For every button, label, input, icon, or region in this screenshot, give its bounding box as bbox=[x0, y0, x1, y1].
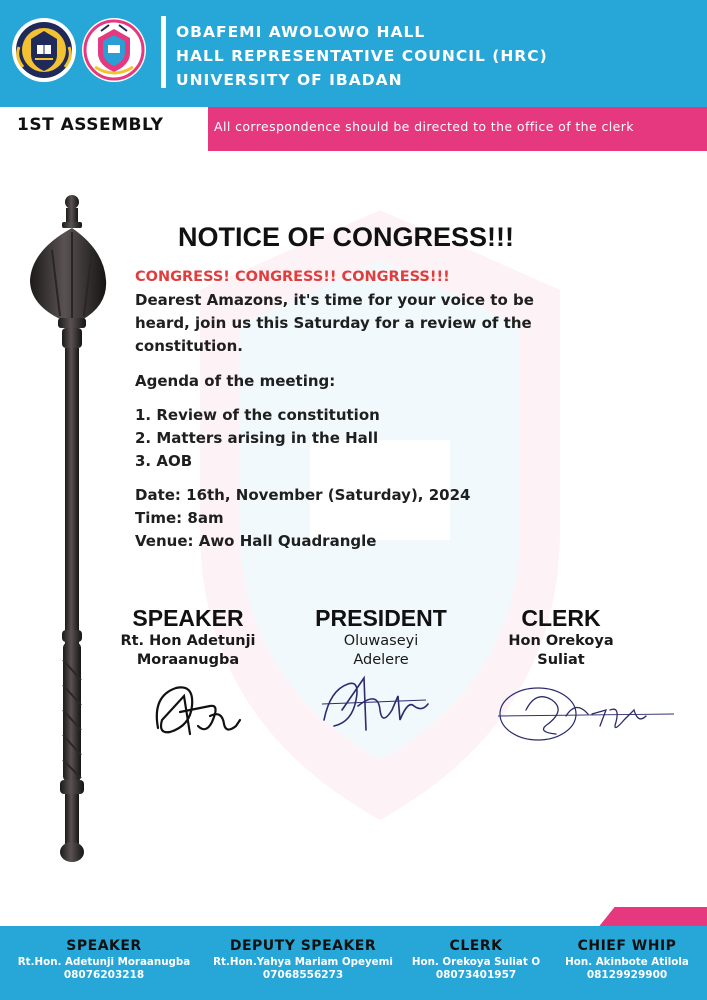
letterhead-header bbox=[0, 0, 707, 107]
meeting-date: Date: 16th, November (Saturday), 2024 bbox=[135, 486, 471, 504]
hall-crest-icon bbox=[81, 17, 147, 83]
mace-icon bbox=[22, 190, 112, 870]
footer-name: Hon. Akinbote Atilola bbox=[565, 956, 689, 968]
congress-callout: CONGRESS! CONGRESS!! CONGRESS!!! bbox=[135, 269, 450, 285]
university-crest-icon bbox=[11, 17, 77, 83]
header-divider bbox=[161, 16, 166, 88]
clerk-signature bbox=[496, 680, 676, 744]
footer-phone: 08076203218 bbox=[63, 969, 145, 981]
signatory-name-line-2: Suliat bbox=[537, 652, 585, 668]
footer-role: DEPUTY SPEAKER bbox=[229, 938, 377, 954]
footer-role: SPEAKER bbox=[66, 938, 142, 954]
speaker-signature bbox=[150, 676, 245, 744]
institution-name bbox=[176, 20, 548, 92]
president-signature bbox=[318, 670, 433, 740]
signatory-name-line-2: Moraanugba bbox=[136, 652, 240, 668]
signatory-name-line-1: Hon Orekoya bbox=[508, 633, 614, 649]
assembly-label: 1ST ASSEMBLY bbox=[17, 115, 164, 135]
correspondence-bar bbox=[208, 107, 707, 151]
footer-official bbox=[552, 938, 702, 981]
footer-official bbox=[205, 938, 401, 981]
footer-phone: 08073401957 bbox=[435, 969, 517, 981]
notice-body bbox=[135, 266, 555, 553]
agenda-list bbox=[135, 404, 555, 473]
signatory-role: PRESIDENT bbox=[315, 605, 447, 631]
meeting-details bbox=[135, 484, 555, 553]
agenda-title: Agenda of the meeting: bbox=[135, 372, 336, 390]
notice-intro: Dearest Amazons, it's time for your voice to be heard, join us this Saturday for a review of the constitution. bbox=[135, 291, 534, 355]
officials-footer bbox=[0, 926, 707, 1000]
agenda-item: 2. Matters arising in the Hall bbox=[135, 429, 379, 447]
footer-name: Rt.Hon. Adetunji Moraanugba bbox=[17, 956, 191, 968]
agenda-item: 1. Review of the constitution bbox=[135, 406, 380, 424]
footer-official bbox=[6, 938, 202, 981]
correspondence-note: All correspondence should be directed to the office of the clerk bbox=[214, 119, 634, 134]
header-line-2: HALL REPRESENTATIVE COUNCIL (HRC) bbox=[176, 47, 548, 65]
signatory-president bbox=[311, 605, 451, 670]
signatory-speaker bbox=[118, 605, 258, 670]
signatory-name-line-2: Adelere bbox=[353, 652, 409, 668]
footer-official bbox=[406, 938, 546, 981]
footer-name: Hon. Orekoya Suliat O bbox=[411, 956, 541, 968]
footer-role: CHIEF WHIP bbox=[577, 938, 677, 954]
footer-role: CLERK bbox=[449, 938, 503, 954]
agenda-item: 3. AOB bbox=[135, 452, 193, 470]
signatory-role: SPEAKER bbox=[132, 605, 244, 631]
notice-title: NOTICE OF CONGRESS!!! bbox=[178, 222, 514, 252]
signatory-clerk bbox=[496, 605, 626, 670]
signatory-role: CLERK bbox=[521, 605, 601, 631]
footer-name: Rt.Hon.Yahya Mariam Opeyemi bbox=[213, 956, 393, 968]
signatory-name-line-1: Oluwaseyi bbox=[343, 633, 419, 649]
footer-phone: 08129929900 bbox=[586, 969, 668, 981]
header-line-3: UNIVERSITY OF IBADAN bbox=[176, 71, 403, 89]
footer-phone: 07068556273 bbox=[262, 969, 344, 981]
header-line-1: OBAFEMI AWOLOWO HALL bbox=[176, 23, 426, 41]
meeting-venue: Venue: Awo Hall Quadrangle bbox=[135, 532, 377, 550]
signatory-name-line-1: Rt. Hon Adetunji bbox=[120, 633, 256, 649]
meeting-time: Time: 8am bbox=[135, 509, 224, 527]
